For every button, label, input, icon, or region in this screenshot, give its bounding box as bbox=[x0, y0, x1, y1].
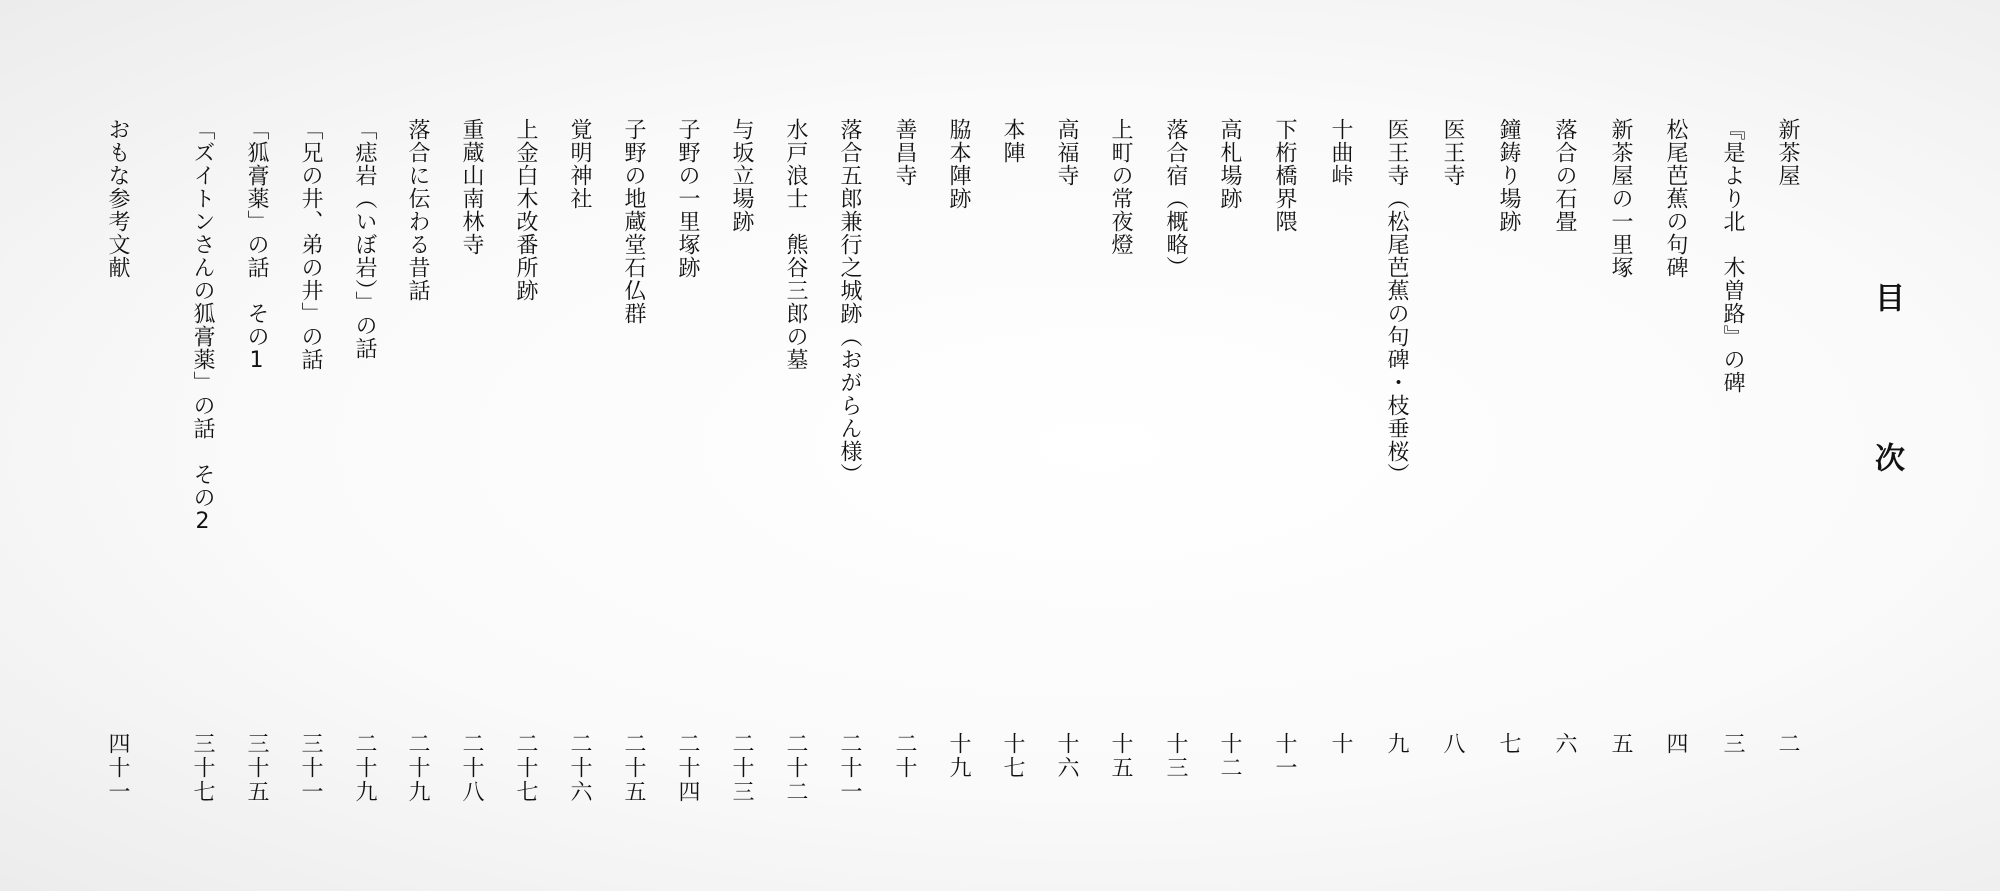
toc-entry bbox=[943, 118, 973, 798]
toc-entry-title: おもな参考文献 bbox=[105, 118, 130, 279]
toc-entry-title: 「兄の井、弟の井」の話 bbox=[298, 118, 323, 371]
toc-entry bbox=[1549, 118, 1579, 798]
toc-entry-page-number: 十五 bbox=[1108, 732, 1133, 780]
toc-entry-title: 落合の石畳 bbox=[1552, 118, 1577, 233]
toc-entry-page-number: 二十三 bbox=[729, 732, 754, 804]
toc-entry-title: 下桁橋界隈 bbox=[1272, 118, 1297, 233]
toc-entry-title: 善昌寺 bbox=[892, 118, 917, 187]
toc-entry-page-number: 八 bbox=[1440, 732, 1465, 756]
toc-entry-page-number: 二十七 bbox=[513, 732, 538, 804]
toc-entry bbox=[834, 118, 864, 804]
toc-entry bbox=[1772, 118, 1802, 798]
toc-entry bbox=[349, 118, 379, 804]
toc-heading: 目 次 bbox=[1869, 282, 1904, 522]
toc-entry-title: 医王寺 bbox=[1440, 118, 1465, 187]
toc-entry-title: 重蔵山南林寺 bbox=[459, 118, 484, 256]
toc-entry bbox=[1660, 118, 1690, 798]
toc-entry-page-number: 二十四 bbox=[675, 732, 700, 804]
toc-entry bbox=[618, 118, 648, 804]
toc-entry-page-number: 十三 bbox=[1163, 732, 1188, 780]
toc-entry-page-number: 七 bbox=[1496, 732, 1521, 756]
toc-entry bbox=[241, 118, 271, 804]
toc-entry-page-number: 二十二 bbox=[783, 732, 808, 804]
toc-entry-title: 覚明神社 bbox=[567, 118, 592, 210]
toc-entry-page-number: 二十五 bbox=[621, 732, 646, 804]
toc-entry bbox=[1437, 118, 1467, 798]
toc-entry-page-number: 三十七 bbox=[190, 732, 215, 804]
toc-entry-title: 鐘鋳り場跡 bbox=[1496, 118, 1521, 233]
toc-entry-title: 上金白木改番所跡 bbox=[513, 118, 538, 302]
toc-entry bbox=[1493, 118, 1523, 798]
toc-entry-title: 高札場跡 bbox=[1217, 118, 1242, 210]
toc-entry-page-number: 二十九 bbox=[352, 732, 377, 804]
toc-entry-title: 松尾芭蕉の句碑 bbox=[1663, 118, 1688, 279]
toc-entry-title: 子野の一里塚跡 bbox=[675, 118, 700, 279]
toc-entry-page-number: 六 bbox=[1552, 732, 1577, 756]
toc-entry bbox=[1381, 118, 1411, 798]
toc-entry-title: 落合五郎兼行之城跡（おがらん様） bbox=[837, 118, 862, 486]
toc-entry-page-number: 二 bbox=[1775, 732, 1800, 756]
toc-entry bbox=[997, 118, 1027, 798]
toc-entry-title: 新茶屋 bbox=[1775, 118, 1800, 187]
toc-entry-page-number: 十六 bbox=[1054, 732, 1079, 780]
toc-entry-page-number: 二十 bbox=[892, 732, 917, 780]
toc-entry bbox=[1214, 118, 1244, 798]
toc-entry-title: 脇本陣跡 bbox=[946, 118, 971, 210]
toc-entry bbox=[1717, 118, 1747, 798]
toc-entry-title: 「ズイトンさんの狐膏薬」の話 その2 bbox=[190, 118, 215, 535]
toc-entry bbox=[726, 118, 756, 804]
toc-entry-page-number: 九 bbox=[1384, 732, 1409, 756]
toc-entry-page-number: 三 bbox=[1720, 732, 1745, 756]
toc-entry-page-number: 四 bbox=[1663, 732, 1688, 756]
toc-entry-page-number: 二十八 bbox=[459, 732, 484, 804]
toc-entry-page-number: 十一 bbox=[1272, 732, 1297, 780]
toc-entry bbox=[1160, 118, 1190, 798]
toc-entry bbox=[510, 118, 540, 804]
toc-entry-title: 新茶屋の一里塚 bbox=[1608, 118, 1633, 279]
toc-entry-title: 与坂立場跡 bbox=[729, 118, 754, 233]
toc-entry-page-number: 十七 bbox=[1000, 732, 1025, 780]
toc-entry-title: 『是より北 木曽路』の碑 bbox=[1720, 118, 1745, 394]
toc-entry-page-number: 五 bbox=[1608, 732, 1633, 756]
toc-entry-title: 水戸浪士 熊谷三郎の墓 bbox=[783, 118, 808, 371]
toc-entry-title: 高福寺 bbox=[1054, 118, 1079, 187]
toc-entry-title: 本陣 bbox=[1000, 118, 1025, 164]
toc-entry-title: 医王寺（松尾芭蕉の句碑・枝垂桜） bbox=[1384, 118, 1409, 486]
toc-entry bbox=[1105, 118, 1135, 798]
toc-entry bbox=[187, 118, 217, 804]
toc-entry-page-number: 四十一 bbox=[105, 732, 130, 804]
toc-entry-title: 「痣岩（いぼ岩）」の話 bbox=[352, 118, 377, 360]
toc-entry bbox=[456, 118, 486, 804]
toc-entry-page-number: 二十九 bbox=[405, 732, 430, 804]
toc-entry-page-number: 十二 bbox=[1217, 732, 1242, 780]
toc-entry-page-number: 三十一 bbox=[298, 732, 323, 804]
toc-entry-title: 十曲峠 bbox=[1328, 118, 1353, 187]
toc-entry-page-number: 十 bbox=[1328, 732, 1353, 756]
toc-entry-page-number: 二十六 bbox=[567, 732, 592, 804]
toc-entry bbox=[402, 118, 432, 804]
toc-entry bbox=[564, 118, 594, 804]
toc-entry-title: 落合に伝わる昔話 bbox=[405, 118, 430, 302]
toc-entry bbox=[1051, 118, 1081, 798]
toc-entry bbox=[295, 118, 325, 804]
toc-entry bbox=[1605, 118, 1635, 798]
toc-entry-title: 落合宿（概略） bbox=[1163, 118, 1188, 279]
toc-entry bbox=[1325, 118, 1355, 798]
toc-entry bbox=[1269, 118, 1299, 798]
toc-entry bbox=[889, 118, 919, 798]
toc-entry-title: 「狐膏薬」の話 その1 bbox=[244, 118, 269, 374]
toc-entry bbox=[102, 118, 132, 804]
toc-entry bbox=[780, 118, 810, 804]
toc-entry-title: 上町の常夜燈 bbox=[1108, 118, 1133, 256]
toc-entry-page-number: 三十五 bbox=[244, 732, 269, 804]
toc-entry-title: 子野の地蔵堂石仏群 bbox=[621, 118, 646, 325]
toc-entry bbox=[672, 118, 702, 804]
toc-entry-page-number: 二十一 bbox=[837, 732, 862, 804]
toc-entry-page-number: 十九 bbox=[946, 732, 971, 780]
